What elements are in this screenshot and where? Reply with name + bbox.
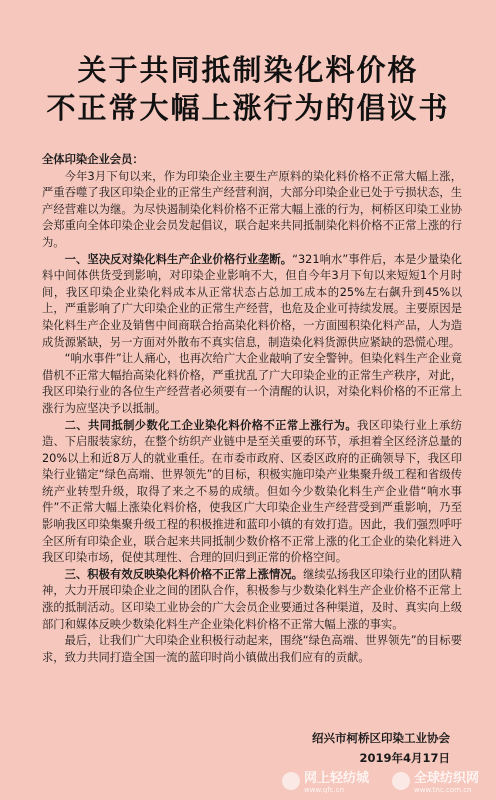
paragraph-4-heading: 二、共同抵制少数化工企业染化料价格不正常上涨行为。 [64, 418, 358, 432]
paragraph-2-heading: 一、坚决反对染化料生产企业价格行业垄断。 [64, 252, 293, 266]
watermark-tnc-name: 全球纺织网 [414, 771, 480, 786]
watermark-qfc-name: 网上轻纺城 [304, 771, 370, 786]
watermark-tnc-url: www.tnc.com.cn [414, 786, 472, 794]
salutation: 全体印染企业会员： [42, 153, 144, 166]
paragraph-6-text: 最后，让我们广大印染企业积极行动起来，围绕“绿色高端、世界领先”的目标要求，致力共同打造全国一流的蓝印时尚小镇做出我们应有的贡献。 [42, 634, 462, 664]
signature-date: 2019年4月17日 [359, 751, 450, 765]
paragraph-1-text: 今年3月下旬以来，作为印染企业主要生产原料的染化料价格不正常大幅上涨，严重吞噬了我区印染企业的正常生产经营利润，大部分印染企业已处于亏损状态，生产经营难以为继。为尽快遏制染化料价格不正常大幅上涨的行为，柯桥区印染工业协会郑重向全体印染企业会员发起倡议，联合起来共同抵制染化料价格不正常上涨的行为。 [42, 169, 462, 249]
qfc-logo-icon [282, 772, 300, 790]
document-title-line2: 不正常大幅上涨行为的倡议书 [46, 91, 450, 125]
paragraph-4 [42, 418, 462, 567]
watermark-footer [0, 770, 496, 800]
watermark-qfc-url: www.qfc.cn [304, 786, 345, 794]
tnc-logo-icon [392, 772, 410, 790]
document-title-line1: 关于共同抵制染化料价格 [77, 53, 419, 87]
paragraph-2 [42, 252, 462, 352]
paragraph-3 [42, 351, 462, 417]
paragraph-5-heading: 三、积极有效反映染化料价格不正常上涨情况。 [64, 567, 304, 581]
paragraph-6 [42, 633, 462, 666]
paragraph-2-text: “321响水”事件后，本是少量染化料中间体供货受到影响，对印染企业影响不大，但自今年3月下旬以来短短1个月时间，我区印染企业染化料成本从正常状态占总加工成本的25%左右飙升到45%以上，严重影响了广大印染企业的正常生产经营，也危及企业可持续发展。主要原因是染化料生产企业及销售中间商联合抬高染化料价格，一方面囤积染化料产品，人为造成货源紧缺，另一方面对外散布不真实信息，制造染化料货源供应紧缺的恐慌心理。 [42, 252, 462, 349]
paragraph-5-text: 继续弘扬我区印染行业的团队精神，大力开展印染企业之间的团队合作，积极参与少数染化料生产企业价格不正常上涨的抵制活动。区印染工业协会的广大会员企业要通过各种渠道，及时、真实向上级部门和媒体反映少数染化料生产企业染化料价格不正常大幅上涨的事实。 [42, 567, 462, 631]
signature-organization: 绍兴市柯桥区印染工业协会 [312, 731, 450, 745]
watermark-qfc [282, 767, 369, 794]
paragraph-5 [42, 567, 462, 633]
paragraph-3-text: “响水事件”让人痛心，也再次给广大企业敲响了安全警钟。但染化料生产企业竟借机不正常大幅抬高染化料价格，严重扰乱了广大印染企业的正常生产秩序，对此，我区印染行业的各位生产经营者必须要有一个清醒的认识，对染化料价格的不正常上涨行为应坚决予以抵制。 [42, 352, 462, 415]
watermark-qfc-text [304, 767, 369, 794]
watermark-tnc [392, 767, 479, 794]
paragraph-4-text: 我区印染行业上承纺造、下启服装家纺，在整个纺织产业链中是至关重要的环节，承担着全区经济总量的20%以上和近8万人的就业重任。在市委市政府、区委区政府的正确领导下，我区印染行业锚定“绿色高端、世界领先”的目标，积极实施印染产业集聚升级工程和省级传统产业转型升级，取得了来之不易的成绩。但如今少数染化料生产企业借“响水事件”不正常大幅上涨染化料价格，使我区广大印染企业生产经营受到严重影响，乃至影响我区印染集聚升级工程的积极推进和蓝印小镇的有效打造。因此，我们强烈呼吁全区所有印染企业，联合起来共同抵制少数价格不正常上涨的化工企业的染化料进入我区印染市场，促使其理性、合理的回归到正常的价格空间。 [42, 418, 462, 565]
watermark-tnc-text [414, 767, 479, 794]
paragraph-1 [42, 169, 462, 252]
document-body [42, 152, 462, 666]
